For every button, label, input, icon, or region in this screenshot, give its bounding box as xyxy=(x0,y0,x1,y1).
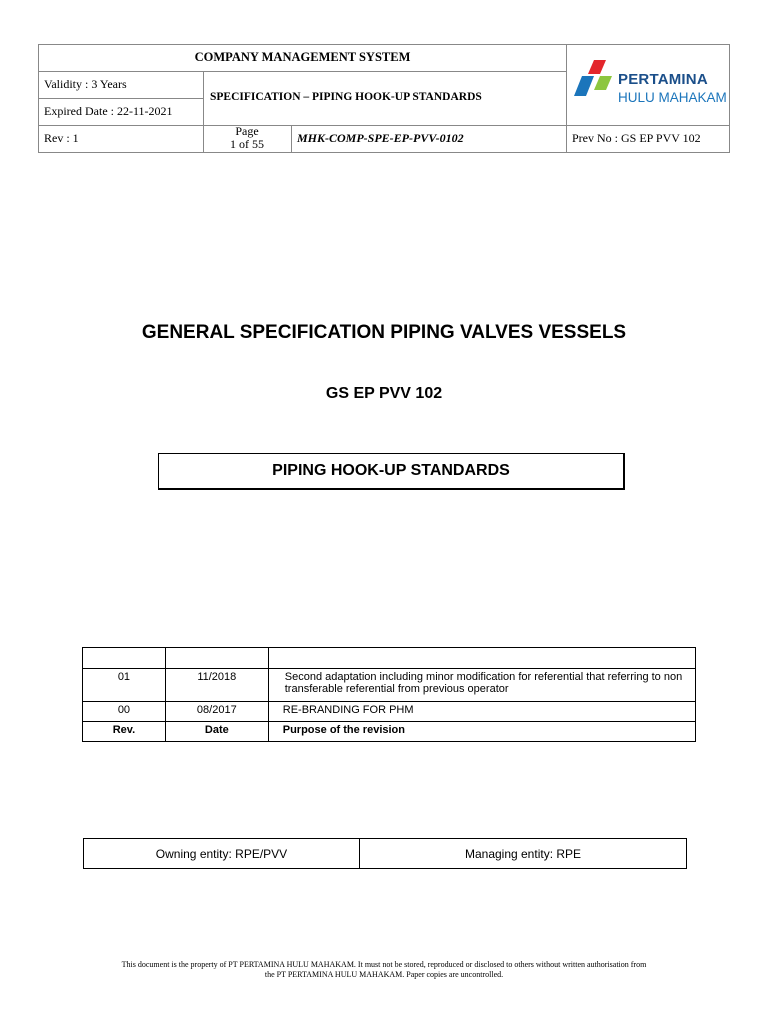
date-header: Date xyxy=(165,722,268,742)
document-header xyxy=(38,44,730,153)
rev-cell: 00 xyxy=(83,702,166,722)
entities-table xyxy=(83,838,687,869)
specification-title: SPECIFICATION – PIPING HOOK-UP STANDARDS xyxy=(210,91,482,103)
boxed-title: PIPING HOOK-UP STANDARDS xyxy=(158,453,625,490)
page-label: Page xyxy=(235,124,259,138)
footer-line-2: the PT PERTAMINA HULU MAHAKAM. Paper copies are uncontrolled. xyxy=(264,970,504,979)
date-cell: 11/2018 xyxy=(165,669,268,702)
page-count: 1 of 55 xyxy=(230,137,264,151)
expired-date-text: Expired Date : 22-11-2021 xyxy=(44,104,173,118)
footer-notice xyxy=(60,960,708,980)
document-code: MHK-COMP-SPE-EP-PVV-0102 xyxy=(297,131,464,145)
table-row xyxy=(83,702,696,722)
table-row xyxy=(83,648,696,669)
footer-line-1: This document is the property of PT PERTAMINA HULU MAHAKAM. It must not be stored, reproduced or disclosed to others without written authorisation from xyxy=(121,960,647,969)
logo-name: PERTAMINA xyxy=(618,71,708,88)
table-row xyxy=(83,669,696,702)
management-system-title: COMPANY MANAGEMENT SYSTEM xyxy=(194,50,411,64)
purpose-cell: RE-BRANDING FOR PHM xyxy=(268,702,695,722)
purpose-cell xyxy=(268,648,695,669)
date-cell xyxy=(165,648,268,669)
pertamina-emblem-icon xyxy=(570,60,614,100)
table-row xyxy=(84,839,687,869)
main-title: GENERAL SPECIFICATION PIPING VALVES VESSELS xyxy=(141,322,627,343)
date-cell: 08/2017 xyxy=(165,702,268,722)
logo-subtitle: HULU MAHAKAM xyxy=(618,90,727,105)
rev-cell xyxy=(83,648,166,669)
table-header-row xyxy=(83,722,696,742)
validity-text: Validity : 3 Years xyxy=(44,77,127,91)
revision-table xyxy=(82,647,696,742)
specification-code: GS EP PVV 102 xyxy=(325,385,443,402)
owning-entity: Owning entity: RPE/PVV xyxy=(84,839,360,869)
revision-number: Rev : 1 xyxy=(44,131,79,145)
rev-cell: 01 xyxy=(83,669,166,702)
rev-header: Rev. xyxy=(83,722,166,742)
purpose-header: Purpose of the revision xyxy=(268,722,695,742)
pertamina-logo xyxy=(570,59,730,119)
previous-number: Prev No : GS EP PVV 102 xyxy=(572,131,701,145)
purpose-cell: Second adaptation including minor modification for referential that referring to non transferable referential from previous operator xyxy=(268,669,695,702)
managing-entity: Managing entity: RPE xyxy=(360,839,687,869)
